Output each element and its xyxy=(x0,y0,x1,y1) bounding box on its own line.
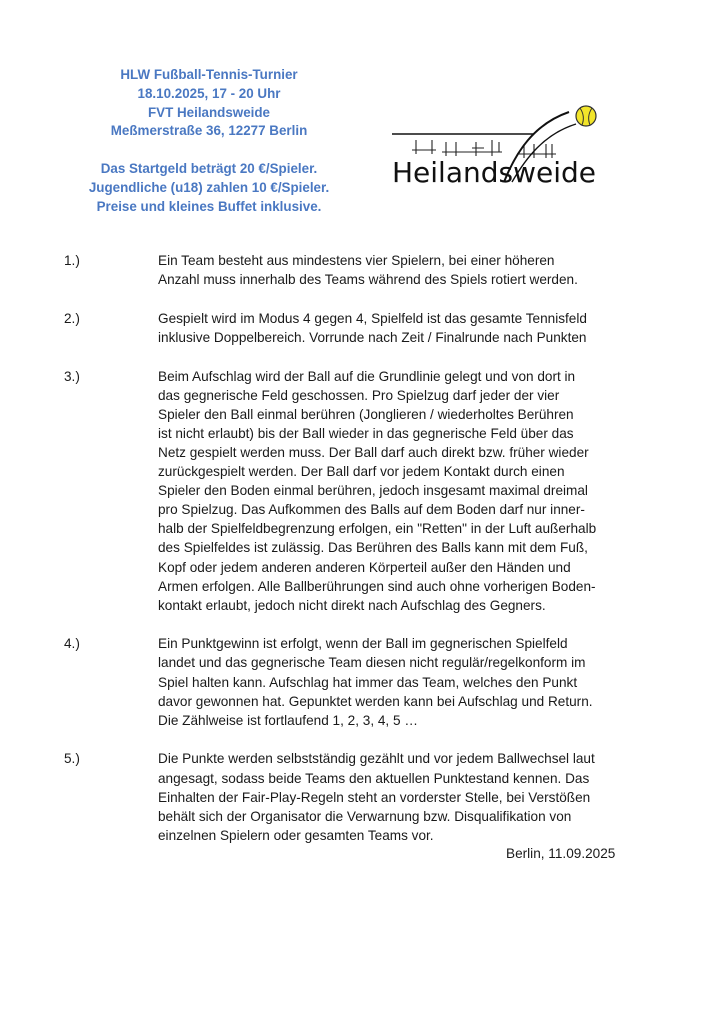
rule-text-line: Die Zählweise ist fortlaufend 1, 2, 3, 4, 5 … xyxy=(158,712,418,728)
rules-list xyxy=(0,251,724,865)
header-spacer xyxy=(52,141,366,160)
rule-text-line: davor gewonnen hat. Gepunktet werden kann bei Aufschlag und Return. xyxy=(158,693,593,709)
rule-item xyxy=(0,251,724,289)
event-header xyxy=(52,66,366,217)
rule-text xyxy=(158,749,618,844)
rule-number: 1.) xyxy=(64,253,80,268)
event-date-time: 18.10.2025, 17 - 20 Uhr xyxy=(137,85,281,101)
logo-wordmark: Heilandsweide xyxy=(392,156,597,188)
rule-number: 5.) xyxy=(64,751,80,767)
rule-number: 4.) xyxy=(64,636,80,652)
event-title: HLW Fußball-Tennis-Turnier xyxy=(120,67,298,82)
place-and-date: Berlin, 11.09.2025 xyxy=(506,846,616,861)
rule-text-line: Spiel halten kann. Aufschlag hat immer das Team, welches den Punkt xyxy=(158,674,578,690)
rule-item xyxy=(0,634,724,729)
rule-text-line: landet und das gegnerische Team diesen nicht regulär/regelkonform im xyxy=(158,655,586,671)
rule-text xyxy=(158,634,618,729)
rule-text-line: halb der Spielfeldbegrenzung erfolgen, ein "Retten" in der Luft außerhalb xyxy=(158,521,597,537)
rule-text-line: kontakt erlaubt, jedoch nicht direkt nach Aufschlag des Gegners. xyxy=(158,597,546,613)
rule-text-line: Gespielt wird im Modus 4 gegen 4, Spielfeld ist das gesamte Tennisfeld xyxy=(158,310,587,326)
rule-number: 2.) xyxy=(64,310,80,326)
rule-text-line: angesagt, sodass beide Teams den aktuellen Punktestand kennen. Das xyxy=(158,770,590,786)
rule-item xyxy=(0,749,724,844)
rule-text-line: Spieler den Ball einmal berühren (Jonglieren / wiederholtes Berühren xyxy=(158,406,574,422)
rule-text xyxy=(158,367,618,615)
rule-item xyxy=(0,309,724,347)
rule-text-line: Einhalten der Fair-Play-Regeln steht an vorderster Stelle, bei Verstößen xyxy=(158,789,591,805)
logo-graphic xyxy=(384,102,604,188)
rule-text-line: ist nicht erlaubt) bis der Ball wieder in das gegnerische Feld über das xyxy=(158,425,574,441)
event-address: Meßmerstraße 36, 12277 Berlin xyxy=(110,123,308,139)
youth-fee: Jugendliche (u18) zahlen 10 €/Spieler. xyxy=(88,179,330,195)
rule-text xyxy=(158,309,618,347)
rule-text-line: einzelnen Spielern oder gesamten Teams vor. xyxy=(158,827,434,843)
rule-number: 3.) xyxy=(64,368,80,384)
rule-text-line: Spieler den Boden einmal berühren, jedoch insgesamt maximal dreimal xyxy=(158,483,588,499)
rule-text-line: das gegnerische Feld geschossen. Pro Spielzug darf jeder der vier xyxy=(158,387,560,403)
rule-text-line: behält sich der Organisator die Verwarnung bzw. Disqualifikation von xyxy=(158,808,572,824)
rule-text-line: Ein Team besteht aus mindestens vier Spielern, bei einer höheren xyxy=(158,253,555,268)
rule-text-line: Armen erfolgen. Alle Ballberührungen sind auch ohne vorherigen Boden- xyxy=(158,578,596,594)
rule-text-line: des Spielfeldes ist zulässig. Das Berühren des Balls kann mit dem Fuß, xyxy=(158,540,588,556)
rule-text xyxy=(158,251,618,289)
rule-text-line: Die Punkte werden selbstständig gezählt und vor jedem Ballwechsel laut xyxy=(158,751,595,767)
rule-text-line: Anzahl muss innerhalb des Teams während des Spiels rotiert werden. xyxy=(158,272,578,288)
rule-text-line: Kopf oder jedem anderen anderen Körperteil außer den Händen und xyxy=(158,559,571,575)
rule-text-line: inklusive Doppelbereich. Vorrunde nach Zeit / Finalrunde nach Punkten xyxy=(158,329,587,345)
rule-text-line: pro Spielzug. Das Aufkommen des Balls auf dem Boden darf nur inner- xyxy=(158,502,585,518)
rule-text-line: Beim Aufschlag wird der Ball auf die Grundlinie gelegt und von dort in xyxy=(158,368,576,384)
rule-item xyxy=(0,367,724,615)
rule-text-line: Netz gespielt werden muss. Der Ball darf auch direkt bzw. früher wieder xyxy=(158,444,589,460)
entry-fee: Das Startgeld beträgt 20 €/Spieler. xyxy=(100,161,318,177)
event-venue: FVT Heilandsweide xyxy=(147,104,271,120)
rule-text-line: zurückgespielt werden. Der Ball darf vor jedem Kontakt durch einen xyxy=(158,464,565,480)
tennis-ball-icon xyxy=(576,106,596,126)
prizes-buffet-note: Preise und kleines Buffet inklusive. xyxy=(96,198,322,214)
heilandsweide-logo xyxy=(384,102,604,188)
rule-text-line: Ein Punktgewinn ist erfolgt, wenn der Ball im gegnerischen Spielfeld xyxy=(158,636,568,652)
